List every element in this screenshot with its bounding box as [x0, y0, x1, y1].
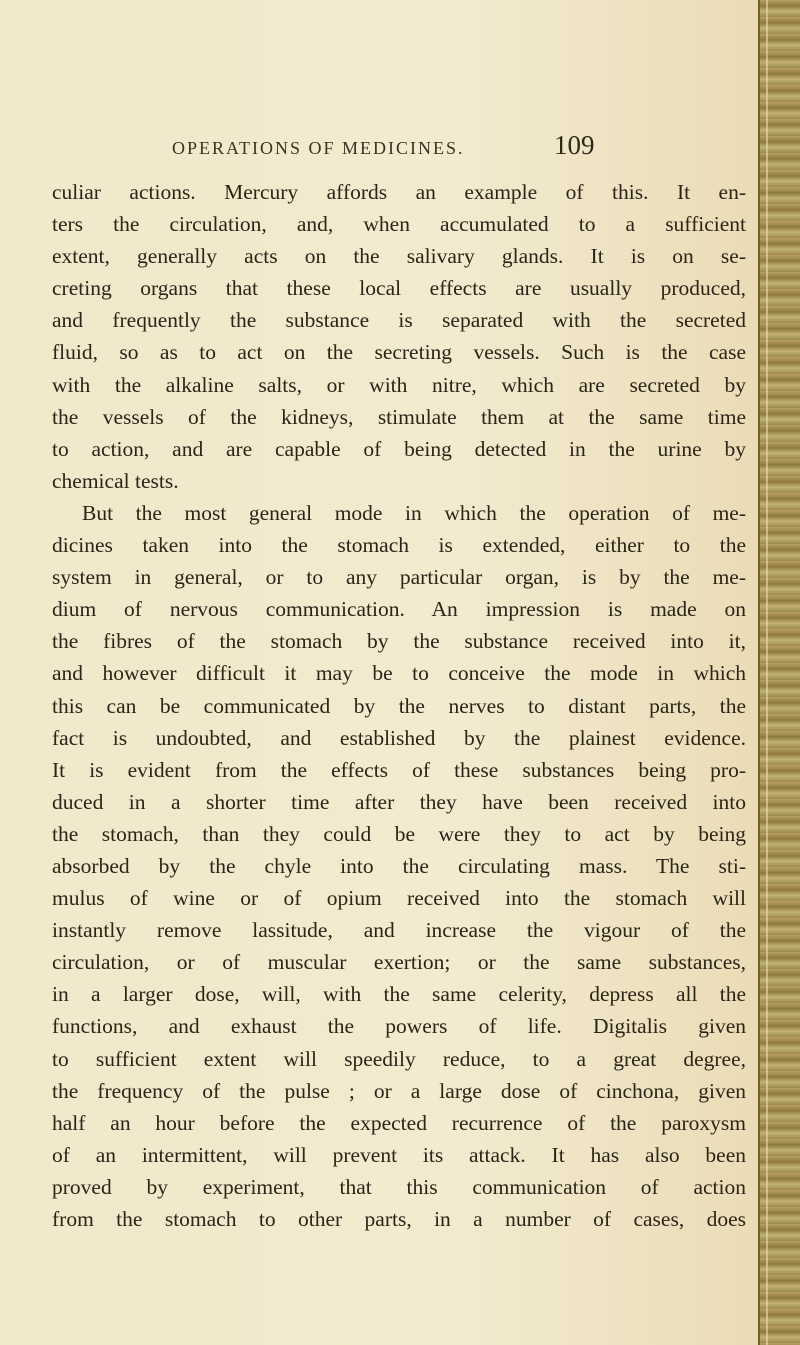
running-title: OPERATIONS OF MEDICINES. — [172, 138, 465, 158]
text-line: functions, and exhaust the powers of life. Digitalis given — [52, 1014, 746, 1039]
text-line: system in general, or to any particular organ, is by the me- — [52, 565, 746, 590]
text-line: fact is undoubted, and established by the plainest evidence. — [52, 725, 746, 750]
text-line: proved by experiment, that this communication of action — [52, 1174, 746, 1199]
text-line: to action, and are capable of being detected in the urine by — [52, 436, 746, 461]
text-line: from the stomach to other parts, in a number of cases, does — [52, 1207, 746, 1231]
text-line: extent, generally acts on the salivary glands. It is on se- — [52, 244, 746, 269]
text-line: this can be communicated by the nerves to distant parts, the — [52, 693, 746, 718]
text-line: the vessels of the kidneys, stimulate them at the same time — [52, 404, 746, 429]
text-line: circulation, or of muscular exertion; or the same substances, — [52, 950, 746, 975]
text-line: of an intermittent, will prevent its attack. It has also been — [52, 1142, 746, 1167]
text-line: duced in a shorter time after they have been received into — [52, 789, 746, 814]
text-line: fluid, so as to act on the secreting vessels. Such is the case — [52, 340, 746, 365]
text-line: culiar actions. Mercury affords an example of this. It en- — [52, 180, 746, 204]
text-line: the frequency of the pulse ; or a large dose of cinchona, given — [52, 1078, 746, 1103]
text-line: creting organs that these local effects are usually produced, — [52, 276, 746, 301]
text-line: mulus of wine or of opium received into the stomach will — [52, 886, 746, 911]
text-line: dicines taken into the stomach is extended, either to the — [52, 533, 746, 558]
running-head — [0, 130, 758, 172]
text-line: the fibres of the stomach by the substance received into it, — [52, 629, 746, 654]
text-line: and frequently the substance is separated with the secreted — [52, 308, 746, 333]
page-number: 109 — [554, 130, 595, 160]
text-line: absorbed by the chyle into the circulating mass. The sti- — [52, 853, 746, 878]
text-line: instantly remove lassitude, and increase the vigour of the — [52, 918, 746, 943]
text-line: in a larger dose, will, with the same celerity, depress all the — [52, 982, 746, 1007]
text-line: to sufficient extent will speedily reduce, to a great degree, — [52, 1046, 746, 1071]
text-line: and however difficult it may be to conceive the mode in which — [52, 661, 746, 686]
text-line: with the alkaline salts, or with nitre, which are secreted by — [52, 372, 746, 397]
book-page-edge — [758, 0, 800, 1345]
text-line: But the most general mode in which the operation of me- — [82, 500, 746, 525]
text-line: It is evident from the effects of these substances being pro- — [52, 757, 746, 782]
text-line: ters the circulation, and, when accumulated to a sufficient — [52, 212, 746, 237]
body-text — [52, 176, 746, 1235]
text-line: chemical tests. — [52, 468, 179, 493]
text-line: half an hour before the expected recurrence of the paroxysm — [52, 1110, 746, 1135]
text-line: dium of nervous communication. An impression is made on — [52, 597, 746, 622]
text-line: the stomach, than they could be were they to act by being — [52, 821, 746, 846]
